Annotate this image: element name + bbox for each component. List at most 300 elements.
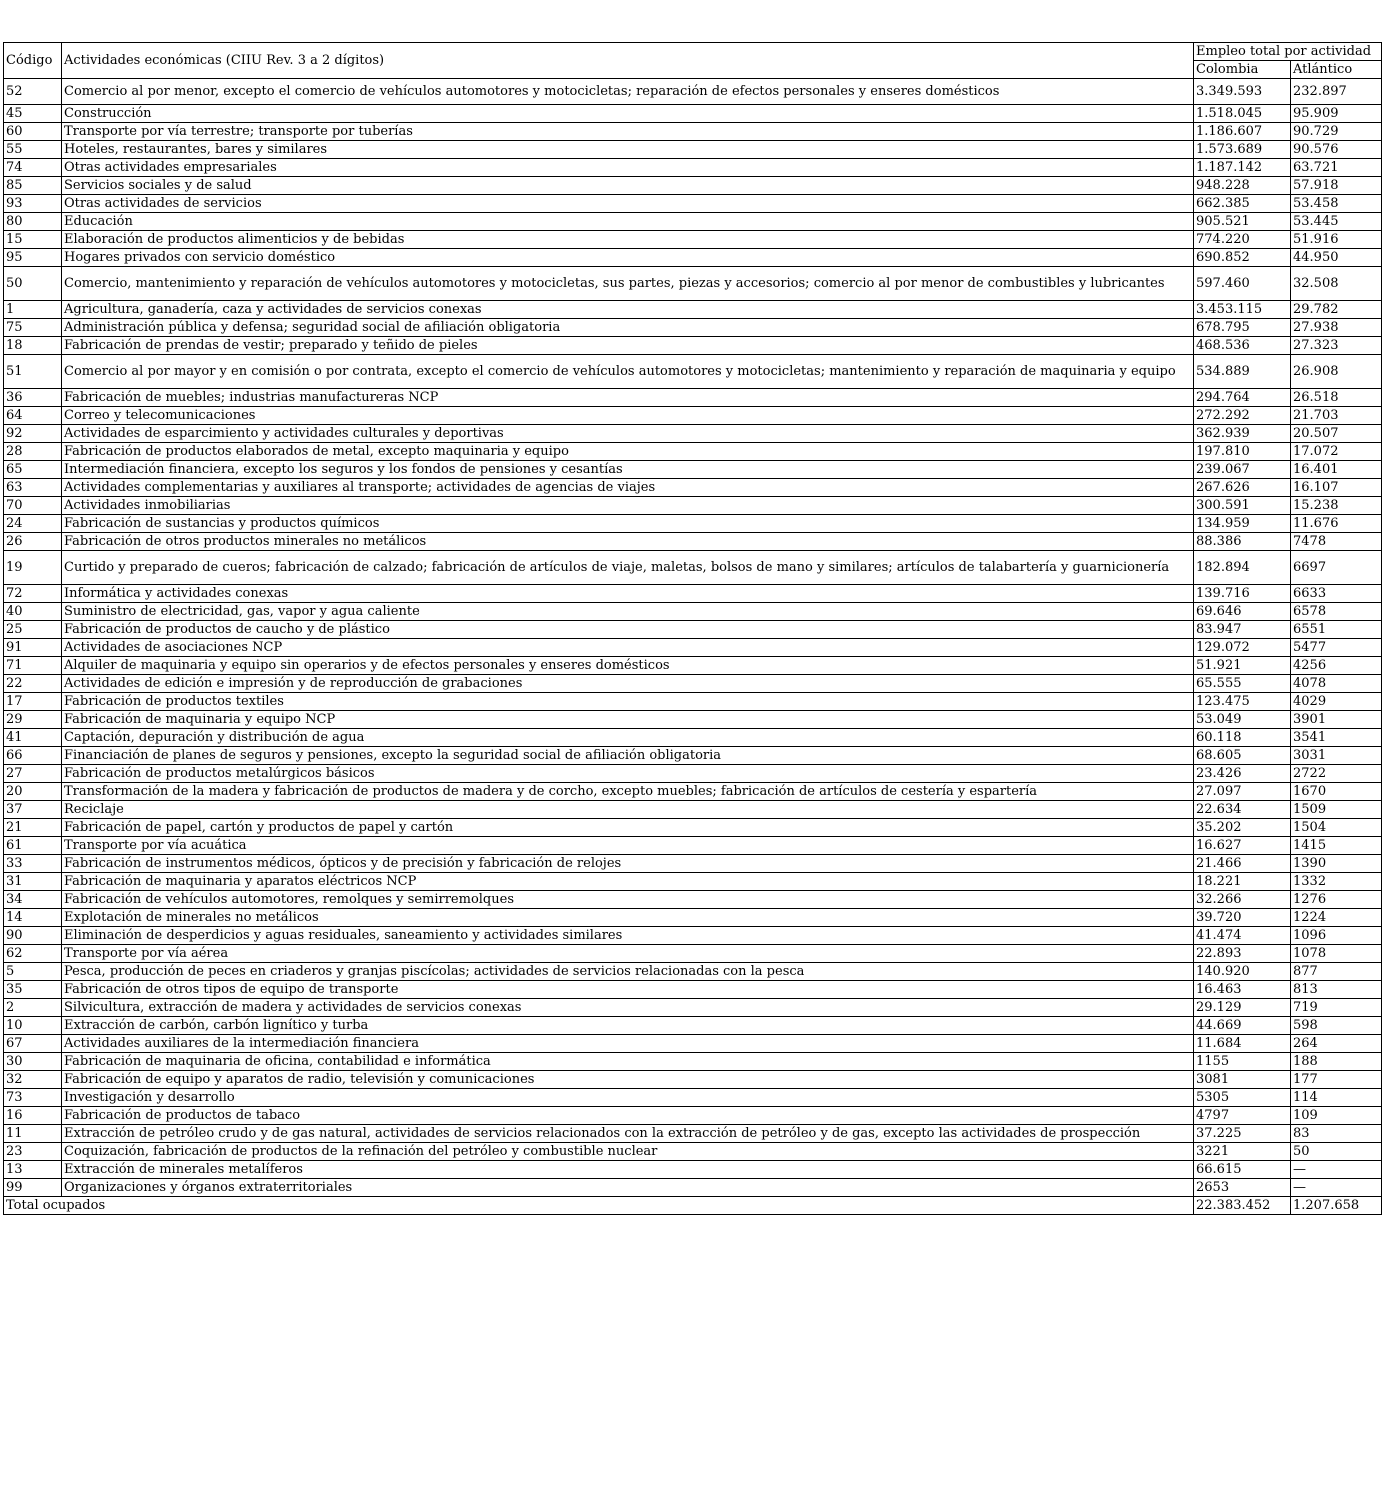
cell-atlantico: 1276: [1291, 891, 1382, 909]
cell-activity: Fabricación de papel, cartón y productos de papel y cartón: [62, 819, 1194, 837]
cell-code: 13: [4, 1161, 62, 1179]
cell-colombia: 60.118: [1194, 729, 1291, 747]
cell-activity: Extracción de petróleo crudo y de gas natural, actividades de servicios relacionados con la extracción de petróleo y de gas, excepto las actividades de prospección: [62, 1125, 1194, 1143]
cell-atlantico: 1670: [1291, 783, 1382, 801]
table-row: [4, 675, 1382, 693]
cell-atlantico: 17.072: [1291, 443, 1382, 461]
cell-colombia: 267.626: [1194, 479, 1291, 497]
table-row: [4, 497, 1382, 515]
table-row: [4, 621, 1382, 639]
cell-code: 11: [4, 1125, 62, 1143]
cell-colombia: 1.186.607: [1194, 123, 1291, 141]
cell-code: 14: [4, 909, 62, 927]
cell-code: 35: [4, 981, 62, 999]
table-row: [4, 1071, 1382, 1089]
cell-activity: Curtido y preparado de cueros; fabricación de calzado; fabricación de artículos de viaje, maletas, bolsos de mano y similares; artículos de talabartería y guarnicionería: [62, 551, 1194, 585]
cell-code: 25: [4, 621, 62, 639]
cell-atlantico: 11.676: [1291, 515, 1382, 533]
cell-colombia: 3081: [1194, 1071, 1291, 1089]
cell-atlantico: 719: [1291, 999, 1382, 1017]
table-row: [4, 443, 1382, 461]
cell-activity: Fabricación de muebles; industrias manufactureras NCP: [62, 389, 1194, 407]
cell-code: 19: [4, 551, 62, 585]
cell-activity: Actividades de esparcimiento y actividades culturales y deportivas: [62, 425, 1194, 443]
cell-activity: Hogares privados con servicio doméstico: [62, 249, 1194, 267]
cell-atlantico: 29.782: [1291, 301, 1382, 319]
cell-code: 52: [4, 79, 62, 105]
cell-colombia: 468.536: [1194, 337, 1291, 355]
cell-atlantico: 4029: [1291, 693, 1382, 711]
table-row: [4, 249, 1382, 267]
cell-colombia: 239.067: [1194, 461, 1291, 479]
table-row: [4, 765, 1382, 783]
cell-atlantico: 16.401: [1291, 461, 1382, 479]
cell-activity: Captación, depuración y distribución de agua: [62, 729, 1194, 747]
cell-colombia: 197.810: [1194, 443, 1291, 461]
cell-colombia: 35.202: [1194, 819, 1291, 837]
cell-code: 36: [4, 389, 62, 407]
table-body: [4, 79, 1382, 1197]
cell-activity: Fabricación de prendas de vestir; preparado y teñido de pieles: [62, 337, 1194, 355]
cell-atlantico: 1224: [1291, 909, 1382, 927]
table-row: [4, 515, 1382, 533]
cell-code: 17: [4, 693, 62, 711]
cell-activity: Actividades complementarias y auxiliares al transporte; actividades de agencias de viajes: [62, 479, 1194, 497]
cell-code: 28: [4, 443, 62, 461]
cell-code: 1: [4, 301, 62, 319]
table-row: [4, 141, 1382, 159]
table-row: [4, 79, 1382, 105]
table-row: [4, 873, 1382, 891]
table-header: [4, 43, 1382, 79]
cell-atlantico: 7478: [1291, 533, 1382, 551]
cell-code: 2: [4, 999, 62, 1017]
cell-colombia: 37.225: [1194, 1125, 1291, 1143]
cell-atlantico: 232.897: [1291, 79, 1382, 105]
cell-colombia: 662.385: [1194, 195, 1291, 213]
table-row: [4, 945, 1382, 963]
table-row: [4, 1179, 1382, 1197]
cell-code: 20: [4, 783, 62, 801]
cell-activity: Fabricación de productos textiles: [62, 693, 1194, 711]
table-row: [4, 603, 1382, 621]
table-row: [4, 909, 1382, 927]
table-row: [4, 693, 1382, 711]
table-row: [4, 1035, 1382, 1053]
table-row: [4, 389, 1382, 407]
cell-atlantico: 813: [1291, 981, 1382, 999]
cell-atlantico: 2722: [1291, 765, 1382, 783]
cell-colombia: 11.684: [1194, 1035, 1291, 1053]
cell-activity: Construcción: [62, 105, 1194, 123]
cell-colombia: 22.634: [1194, 801, 1291, 819]
cell-activity: Actividades inmobiliarias: [62, 497, 1194, 515]
cell-activity: Transporte por vía acuática: [62, 837, 1194, 855]
cell-colombia: 597.460: [1194, 267, 1291, 301]
table-row: [4, 729, 1382, 747]
header-activity: Actividades económicas (CIIU Rev. 3 a 2 dígitos): [62, 43, 1194, 79]
table-row: [4, 711, 1382, 729]
cell-atlantico: 53.458: [1291, 195, 1382, 213]
employment-table: [3, 42, 1382, 1215]
cell-colombia: 294.764: [1194, 389, 1291, 407]
cell-code: 45: [4, 105, 62, 123]
cell-atlantico: 877: [1291, 963, 1382, 981]
cell-atlantico: 27.938: [1291, 319, 1382, 337]
cell-activity: Transporte por vía aérea: [62, 945, 1194, 963]
cell-activity: Administración pública y defensa; seguridad social de afiliación obligatoria: [62, 319, 1194, 337]
cell-code: 31: [4, 873, 62, 891]
cell-activity: Educación: [62, 213, 1194, 231]
cell-colombia: 123.475: [1194, 693, 1291, 711]
table-row: [4, 927, 1382, 945]
cell-activity: Silvicultura, extracción de madera y actividades de servicios conexas: [62, 999, 1194, 1017]
cell-code: 91: [4, 639, 62, 657]
cell-atlantico: 50: [1291, 1143, 1382, 1161]
cell-activity: Financiación de planes de seguros y pensiones, excepto la seguridad social de afiliación obligatoria: [62, 747, 1194, 765]
table-row: [4, 819, 1382, 837]
cell-atlantico: 51.916: [1291, 231, 1382, 249]
cell-activity: Otras actividades de servicios: [62, 195, 1194, 213]
cell-activity: Fabricación de productos metalúrgicos básicos: [62, 765, 1194, 783]
cell-code: 5: [4, 963, 62, 981]
cell-atlantico: 44.950: [1291, 249, 1382, 267]
cell-atlantico: 177: [1291, 1071, 1382, 1089]
cell-atlantico: —: [1291, 1161, 1382, 1179]
cell-activity: Explotación de minerales no metálicos: [62, 909, 1194, 927]
table-row: [4, 159, 1382, 177]
cell-code: 34: [4, 891, 62, 909]
cell-code: 40: [4, 603, 62, 621]
cell-code: 80: [4, 213, 62, 231]
cell-activity: Fabricación de instrumentos médicos, ópticos y de precisión y fabricación de relojes: [62, 855, 1194, 873]
header-group: Empleo total por actividad: [1194, 43, 1382, 61]
header-atlantico: Atlántico: [1291, 61, 1382, 79]
cell-code: 93: [4, 195, 62, 213]
table-row: [4, 105, 1382, 123]
cell-activity: Investigación y desarrollo: [62, 1089, 1194, 1107]
cell-activity: Comercio al por menor, excepto el comercio de vehículos automotores y motocicletas; reparación de efectos personales y enseres domésticos: [62, 79, 1194, 105]
cell-activity: Intermediación financiera, excepto los seguros y los fondos de pensiones y cesantías: [62, 461, 1194, 479]
cell-code: 99: [4, 1179, 62, 1197]
cell-code: 50: [4, 267, 62, 301]
cell-code: 72: [4, 585, 62, 603]
cell-colombia: 3221: [1194, 1143, 1291, 1161]
cell-code: 85: [4, 177, 62, 195]
cell-colombia: 948.228: [1194, 177, 1291, 195]
cell-atlantico: 4078: [1291, 675, 1382, 693]
cell-colombia: 5305: [1194, 1089, 1291, 1107]
cell-atlantico: 53.445: [1291, 213, 1382, 231]
cell-activity: Coquización, fabricación de productos de la refinación del petróleo y combustible nuclear: [62, 1143, 1194, 1161]
cell-code: 24: [4, 515, 62, 533]
cell-activity: Otras actividades empresariales: [62, 159, 1194, 177]
cell-colombia: 534.889: [1194, 355, 1291, 389]
cell-colombia: 139.716: [1194, 585, 1291, 603]
cell-code: 22: [4, 675, 62, 693]
cell-code: 27: [4, 765, 62, 783]
cell-colombia: 3.349.593: [1194, 79, 1291, 105]
cell-colombia: 22.893: [1194, 945, 1291, 963]
cell-atlantico: 21.703: [1291, 407, 1382, 425]
cell-colombia: 16.627: [1194, 837, 1291, 855]
cell-atlantico: 32.508: [1291, 267, 1382, 301]
cell-code: 26: [4, 533, 62, 551]
cell-colombia: 3.453.115: [1194, 301, 1291, 319]
table-row: [4, 837, 1382, 855]
cell-code: 32: [4, 1071, 62, 1089]
cell-code: 23: [4, 1143, 62, 1161]
cell-atlantico: 188: [1291, 1053, 1382, 1071]
cell-colombia: 774.220: [1194, 231, 1291, 249]
cell-colombia: 51.921: [1194, 657, 1291, 675]
cell-colombia: 16.463: [1194, 981, 1291, 999]
cell-atlantico: 95.909: [1291, 105, 1382, 123]
total-colombia: 22.383.452: [1194, 1197, 1291, 1215]
cell-colombia: 23.426: [1194, 765, 1291, 783]
cell-code: 92: [4, 425, 62, 443]
cell-code: 66: [4, 747, 62, 765]
table-row: [4, 267, 1382, 301]
table-row: [4, 231, 1382, 249]
cell-code: 70: [4, 497, 62, 515]
cell-activity: Extracción de minerales metalíferos: [62, 1161, 1194, 1179]
table-row: [4, 981, 1382, 999]
cell-atlantico: —: [1291, 1179, 1382, 1197]
cell-code: 73: [4, 1089, 62, 1107]
cell-atlantico: 3031: [1291, 747, 1382, 765]
cell-activity: Actividades de asociaciones NCP: [62, 639, 1194, 657]
cell-atlantico: 6578: [1291, 603, 1382, 621]
table-row: [4, 783, 1382, 801]
cell-colombia: 2653: [1194, 1179, 1291, 1197]
cell-colombia: 66.615: [1194, 1161, 1291, 1179]
cell-atlantico: 1504: [1291, 819, 1382, 837]
cell-colombia: 32.266: [1194, 891, 1291, 909]
cell-atlantico: 1390: [1291, 855, 1382, 873]
cell-colombia: 83.947: [1194, 621, 1291, 639]
cell-atlantico: 57.918: [1291, 177, 1382, 195]
cell-activity: Elaboración de productos alimenticios y de bebidas: [62, 231, 1194, 249]
cell-code: 90: [4, 927, 62, 945]
cell-atlantico: 598: [1291, 1017, 1382, 1035]
table-row: [4, 1017, 1382, 1035]
cell-code: 95: [4, 249, 62, 267]
cell-code: 61: [4, 837, 62, 855]
cell-code: 65: [4, 461, 62, 479]
table-row: [4, 461, 1382, 479]
cell-code: 29: [4, 711, 62, 729]
cell-atlantico: 90.729: [1291, 123, 1382, 141]
table-row: [4, 1089, 1382, 1107]
cell-code: 18: [4, 337, 62, 355]
cell-atlantico: 90.576: [1291, 141, 1382, 159]
cell-activity: Eliminación de desperdicios y aguas residuales, saneamiento y actividades similares: [62, 927, 1194, 945]
table-row: [4, 337, 1382, 355]
cell-code: 60: [4, 123, 62, 141]
cell-activity: Alquiler de maquinaria y equipo sin operarios y de efectos personales y enseres domésticos: [62, 657, 1194, 675]
table-row: [4, 123, 1382, 141]
cell-colombia: 272.292: [1194, 407, 1291, 425]
table-row: [4, 1125, 1382, 1143]
table-row: [4, 1107, 1382, 1125]
cell-activity: Fabricación de maquinaria y equipo NCP: [62, 711, 1194, 729]
cell-colombia: 27.097: [1194, 783, 1291, 801]
cell-code: 63: [4, 479, 62, 497]
cell-colombia: 362.939: [1194, 425, 1291, 443]
cell-code: 64: [4, 407, 62, 425]
cell-colombia: 140.920: [1194, 963, 1291, 981]
table-row: [4, 425, 1382, 443]
table-row: [4, 319, 1382, 337]
cell-atlantico: 26.908: [1291, 355, 1382, 389]
cell-colombia: 1155: [1194, 1053, 1291, 1071]
cell-colombia: 53.049: [1194, 711, 1291, 729]
table-row: [4, 355, 1382, 389]
cell-colombia: 129.072: [1194, 639, 1291, 657]
table-row: [4, 533, 1382, 551]
cell-colombia: 690.852: [1194, 249, 1291, 267]
cell-atlantico: 264: [1291, 1035, 1382, 1053]
cell-activity: Fabricación de sustancias y productos químicos: [62, 515, 1194, 533]
cell-code: 41: [4, 729, 62, 747]
cell-colombia: 4797: [1194, 1107, 1291, 1125]
table-row: [4, 891, 1382, 909]
cell-activity: Actividades auxiliares de la intermediación financiera: [62, 1035, 1194, 1053]
table-row: [4, 657, 1382, 675]
total-atlantico: 1.207.658: [1291, 1197, 1382, 1215]
cell-colombia: 182.894: [1194, 551, 1291, 585]
cell-code: 62: [4, 945, 62, 963]
cell-code: 16: [4, 1107, 62, 1125]
cell-atlantico: 26.518: [1291, 389, 1382, 407]
cell-activity: Servicios sociales y de salud: [62, 177, 1194, 195]
cell-atlantico: 6551: [1291, 621, 1382, 639]
cell-atlantico: 6697: [1291, 551, 1382, 585]
table-row: [4, 855, 1382, 873]
cell-code: 51: [4, 355, 62, 389]
cell-atlantico: 83: [1291, 1125, 1382, 1143]
table-row: [4, 1053, 1382, 1071]
cell-code: 71: [4, 657, 62, 675]
cell-colombia: 69.646: [1194, 603, 1291, 621]
cell-activity: Transformación de la madera y fabricación de productos de madera y de corcho, excepto muebles; fabricación de artículos de cestería y espartería: [62, 783, 1194, 801]
cell-colombia: 88.386: [1194, 533, 1291, 551]
cell-atlantico: 1415: [1291, 837, 1382, 855]
cell-atlantico: 5477: [1291, 639, 1382, 657]
cell-activity: Fabricación de otros productos minerales no metálicos: [62, 533, 1194, 551]
table-row: [4, 195, 1382, 213]
table-row: [4, 177, 1382, 195]
cell-activity: Fabricación de productos de tabaco: [62, 1107, 1194, 1125]
cell-activity: Reciclaje: [62, 801, 1194, 819]
cell-colombia: 65.555: [1194, 675, 1291, 693]
table-row: [4, 963, 1382, 981]
header-code: Código: [4, 43, 62, 79]
cell-activity: Informática y actividades conexas: [62, 585, 1194, 603]
table-row: [4, 1143, 1382, 1161]
header-colombia: Colombia: [1194, 61, 1291, 79]
cell-colombia: 678.795: [1194, 319, 1291, 337]
cell-activity: Fabricación de productos de caucho y de plástico: [62, 621, 1194, 639]
cell-activity: Fabricación de vehículos automotores, remolques y semirremolques: [62, 891, 1194, 909]
cell-activity: Actividades de edición e impresión y de reproducción de grabaciones: [62, 675, 1194, 693]
cell-atlantico: 1078: [1291, 945, 1382, 963]
cell-atlantico: 6633: [1291, 585, 1382, 603]
cell-activity: Fabricación de maquinaria de oficina, contabilidad e informática: [62, 1053, 1194, 1071]
cell-atlantico: 1332: [1291, 873, 1382, 891]
cell-colombia: 29.129: [1194, 999, 1291, 1017]
cell-activity: Comercio al por mayor y en comisión o por contrata, excepto el comercio de vehículos automotores y motocicletas; mantenimiento y reparación de maquinaria y equipo: [62, 355, 1194, 389]
cell-code: 74: [4, 159, 62, 177]
cell-atlantico: 1509: [1291, 801, 1382, 819]
cell-colombia: 21.466: [1194, 855, 1291, 873]
cell-activity: Transporte por vía terrestre; transporte por tuberías: [62, 123, 1194, 141]
cell-activity: Fabricación de maquinaria y aparatos eléctricos NCP: [62, 873, 1194, 891]
cell-activity: Extracción de carbón, carbón lignítico y turba: [62, 1017, 1194, 1035]
cell-activity: Fabricación de productos elaborados de metal, excepto maquinaria y equipo: [62, 443, 1194, 461]
cell-code: 30: [4, 1053, 62, 1071]
cell-code: 55: [4, 141, 62, 159]
table-row: [4, 213, 1382, 231]
cell-activity: Comercio, mantenimiento y reparación de vehículos automotores y motocicletas, sus partes, piezas y accesorios; comercio al por menor de combustibles y lubricantes: [62, 267, 1194, 301]
cell-activity: Suministro de electricidad, gas, vapor y agua caliente: [62, 603, 1194, 621]
cell-colombia: 18.221: [1194, 873, 1291, 891]
cell-colombia: 1.187.142: [1194, 159, 1291, 177]
cell-activity: Hoteles, restaurantes, bares y similares: [62, 141, 1194, 159]
cell-activity: Fabricación de equipo y aparatos de radio, televisión y comunicaciones: [62, 1071, 1194, 1089]
cell-atlantico: 16.107: [1291, 479, 1382, 497]
cell-activity: Organizaciones y órganos extraterritoriales: [62, 1179, 1194, 1197]
cell-code: 75: [4, 319, 62, 337]
cell-code: 37: [4, 801, 62, 819]
cell-atlantico: 63.721: [1291, 159, 1382, 177]
cell-colombia: 44.669: [1194, 1017, 1291, 1035]
cell-atlantico: 27.323: [1291, 337, 1382, 355]
cell-code: 10: [4, 1017, 62, 1035]
table-row: [4, 585, 1382, 603]
cell-colombia: 1.518.045: [1194, 105, 1291, 123]
cell-atlantico: 109: [1291, 1107, 1382, 1125]
cell-colombia: 41.474: [1194, 927, 1291, 945]
cell-colombia: 68.605: [1194, 747, 1291, 765]
cell-code: 21: [4, 819, 62, 837]
cell-activity: Agricultura, ganadería, caza y actividades de servicios conexas: [62, 301, 1194, 319]
cell-activity: Fabricación de otros tipos de equipo de transporte: [62, 981, 1194, 999]
cell-atlantico: 114: [1291, 1089, 1382, 1107]
employment-table-container: [3, 42, 1381, 1215]
cell-activity: Correo y telecomunicaciones: [62, 407, 1194, 425]
cell-colombia: 134.959: [1194, 515, 1291, 533]
table-row: [4, 639, 1382, 657]
cell-atlantico: 15.238: [1291, 497, 1382, 515]
cell-colombia: 1.573.689: [1194, 141, 1291, 159]
cell-code: 33: [4, 855, 62, 873]
cell-atlantico: 3901: [1291, 711, 1382, 729]
cell-colombia: 39.720: [1194, 909, 1291, 927]
table-row: [4, 747, 1382, 765]
table-row: [4, 999, 1382, 1017]
table-row: [4, 301, 1382, 319]
cell-code: 15: [4, 231, 62, 249]
table-row: [4, 551, 1382, 585]
table-row: [4, 1161, 1382, 1179]
table-row: [4, 479, 1382, 497]
cell-activity: Pesca, producción de peces en criaderos y granjas piscícolas; actividades de servicios relacionadas con la pesca: [62, 963, 1194, 981]
cell-colombia: 300.591: [1194, 497, 1291, 515]
cell-atlantico: 20.507: [1291, 425, 1382, 443]
cell-atlantico: 3541: [1291, 729, 1382, 747]
